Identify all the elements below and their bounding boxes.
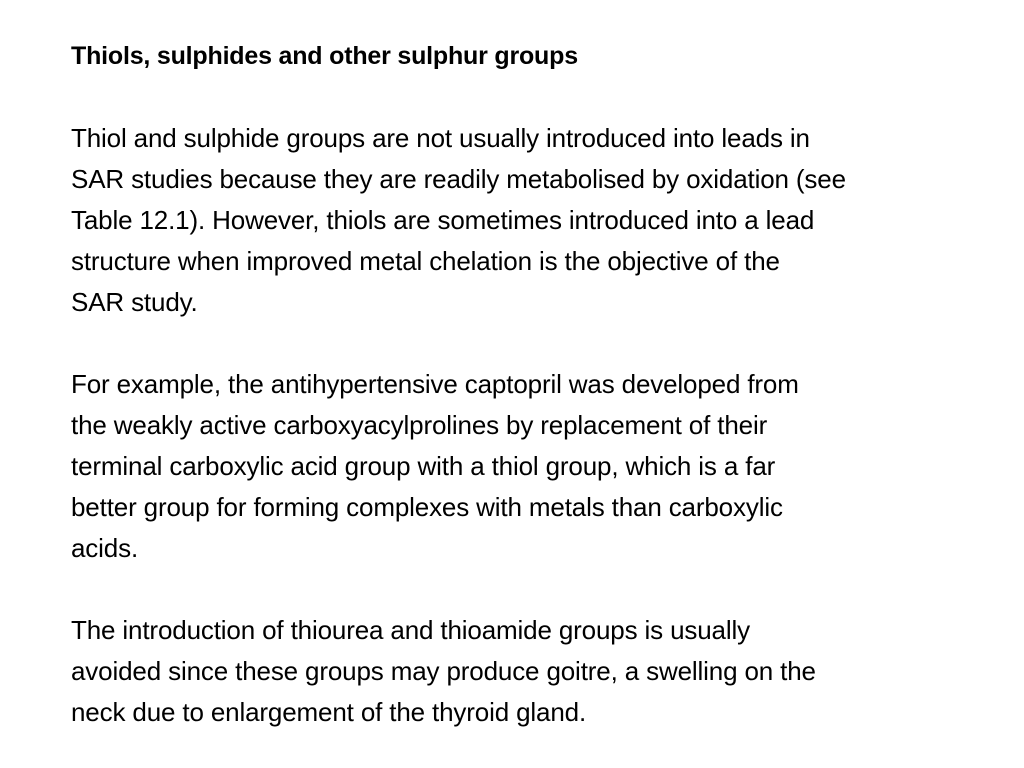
- paragraph-line: better group for forming complexes with metals than carboxylic: [71, 492, 783, 522]
- slide-title: Thiols, sulphides and other sulphur groups: [71, 42, 578, 70]
- paragraph-line: terminal carboxylic acid group with a thiol group, which is a far: [71, 451, 776, 481]
- paragraph-line: structure when improved metal chelation is the objective of the: [71, 246, 780, 276]
- paragraph-line: neck due to enlargement of the thyroid gland.: [71, 697, 587, 727]
- paragraph-line: acids.: [71, 533, 139, 563]
- paragraph-thiourea-thioamide: [71, 610, 1006, 733]
- paragraph-line: the weakly active carboxyacylprolines by replacement of their: [71, 410, 768, 440]
- paragraph-line: SAR studies because they are readily metabolised by oxidation (see: [71, 164, 846, 194]
- paragraph-thiol-sulphide: [71, 118, 1006, 323]
- paragraph-line: For example, the antihypertensive captopril was developed from: [71, 369, 799, 399]
- paragraph-line: avoided since these groups may produce goitre, a swelling on the: [71, 656, 816, 686]
- paragraph-line: Table 12.1). However, thiols are sometimes introduced into a lead: [71, 205, 815, 235]
- paragraph-line: SAR study.: [71, 287, 198, 317]
- paragraph-line: Thiol and sulphide groups are not usually introduced into leads in: [71, 123, 810, 153]
- slide-content: [71, 36, 1006, 733]
- paragraph-captopril-example: [71, 364, 1006, 569]
- paragraph-line: The introduction of thiourea and thioamide groups is usually: [71, 615, 750, 645]
